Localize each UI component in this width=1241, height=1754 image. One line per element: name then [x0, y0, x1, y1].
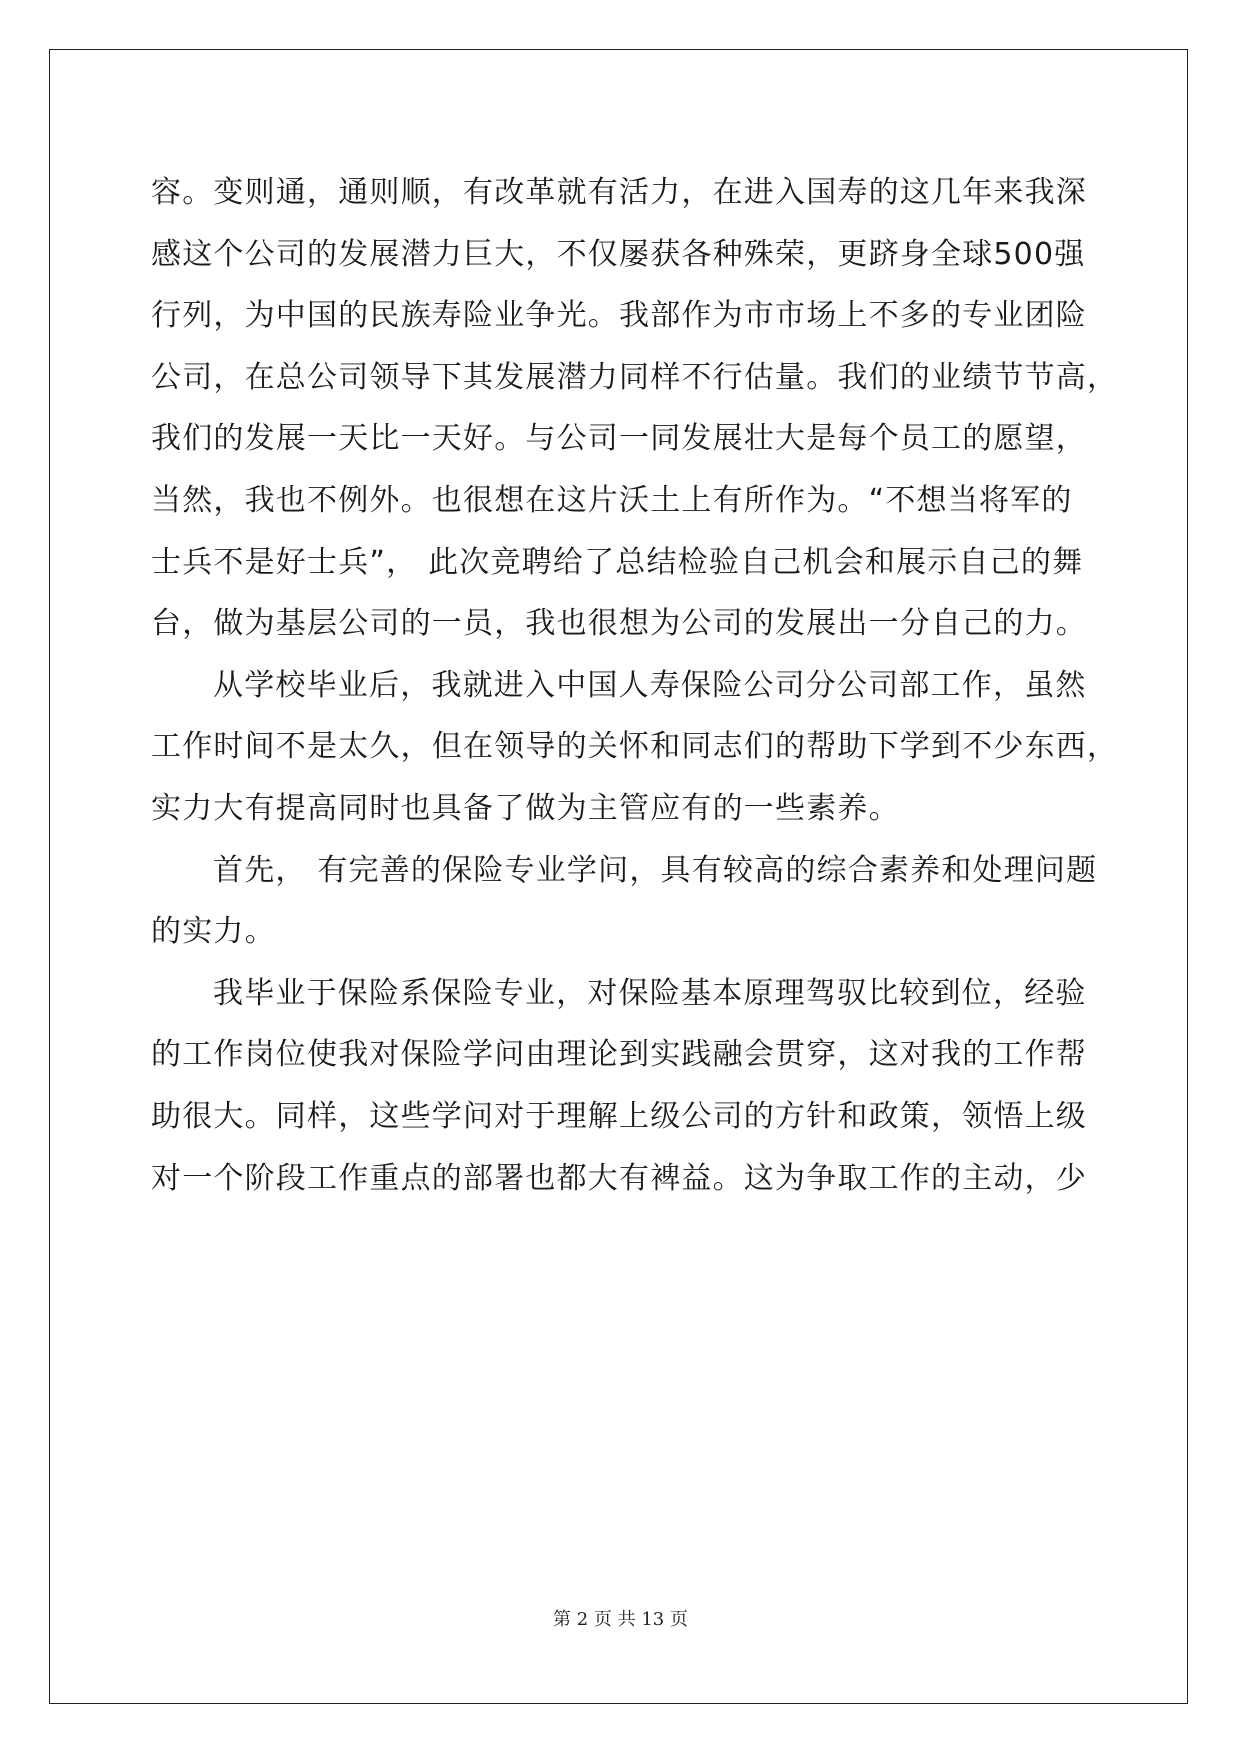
text-line: 台，做为基层公司的一员，我也很想为公司的发展出一分自己的力。: [151, 606, 1087, 642]
text-line: 对一个阶段工作重点的部署也都大有裨益。这为争取工作的主动，少: [151, 1160, 1087, 1196]
text-line: 助很大。同样，这些学问对于理解上级公司的方针和政策，领悟上级: [151, 1098, 1087, 1134]
text-line: 实力大有提高同时也具备了做为主管应有的一些素养。: [151, 790, 900, 826]
text-line: 公司，在总公司领导下其发展潜力同样不行估量。我们的业绩节节高，: [151, 359, 1119, 395]
text-line: 的实力。: [151, 914, 276, 950]
text-line: 士兵不是好士兵”， 此次竞聘给了总结检验自己机会和展示自己的舞: [151, 544, 1084, 580]
text-line: 首先， 有完善的保险专业学问，具有较高的综合素养和处理问题: [213, 852, 1098, 888]
text-line: 工作时间不是太久，但在领导的关怀和同志们的帮助下学到不少东西，: [151, 729, 1119, 765]
text-line: 感这个公司的发展潜力巨大，不仅屡获各种殊荣，更跻身全球500强: [151, 236, 1086, 272]
page-number-footer: 第 2 页 共 13 页: [553, 1609, 688, 1630]
text-line: 我们的发展一天比一天好。与公司一同发展壮大是每个员工的愿望，: [151, 421, 1087, 457]
text-line: 我毕业于保险系保险专业，对保险基本原理驾驭比较到位，经验: [213, 975, 1087, 1011]
text-line: 当然，我也不例外。也很想在这片沃土上有所作为。“不想当将军的: [151, 482, 1073, 518]
text-line: 的工作岗位使我对保险学问由理论到实践融会贯穿，这对我的工作帮: [151, 1037, 1087, 1073]
text-line: 从学校毕业后，我就进入中国人寿保险公司分公司部工作，虽然: [213, 667, 1087, 703]
text-line: 行列，为中国的民族寿险业争光。我部作为市市场上不多的专业团险: [151, 298, 1087, 334]
document-body: [151, 162, 1119, 1209]
text-line: 容。变则通，通则顺，有改革就有活力，在进入国寿的这几年来我深: [151, 175, 1087, 210]
